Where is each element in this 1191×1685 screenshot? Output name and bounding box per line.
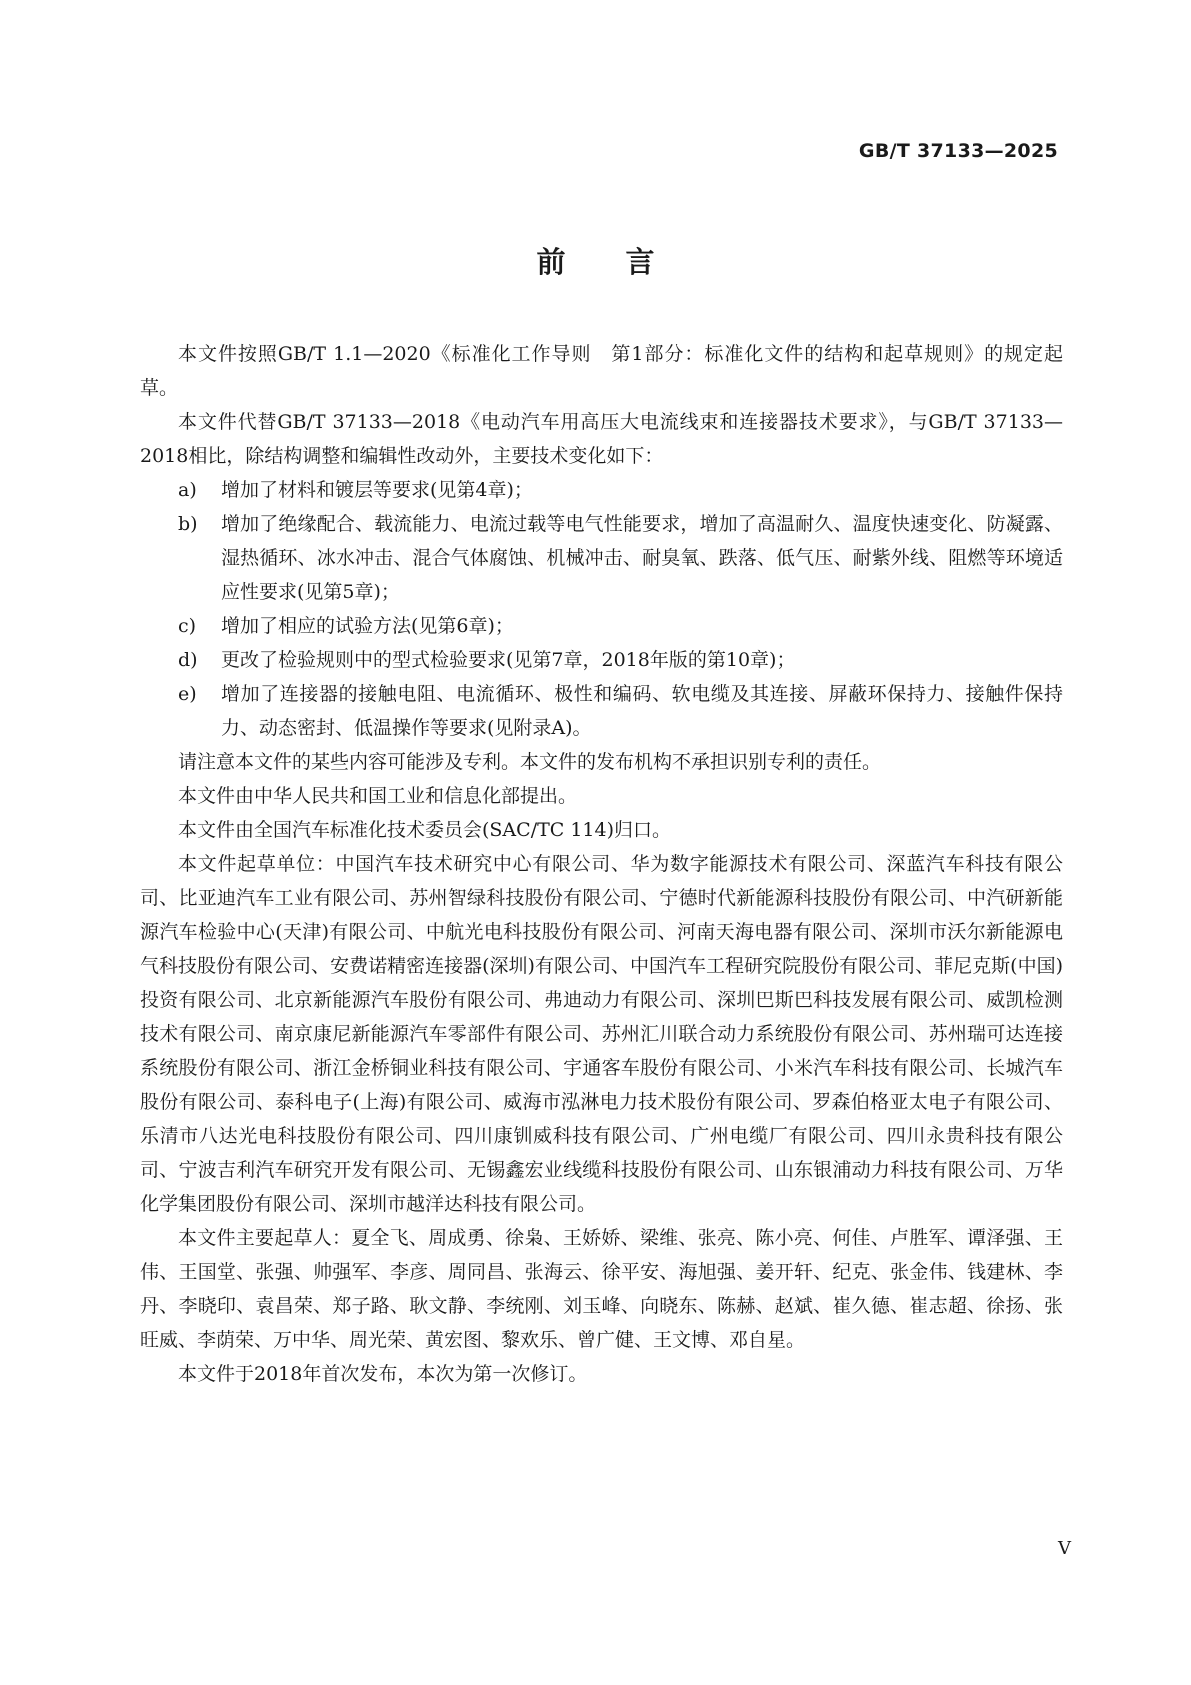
changes-list xyxy=(140,473,1063,745)
list-item-text: 增加了材料和镀层等要求(见第4章)； xyxy=(221,479,533,501)
list-item-label: b) xyxy=(178,513,198,535)
list-item-text: 增加了相应的试验方法(见第6章)； xyxy=(221,615,514,637)
list-item-label: e) xyxy=(178,683,197,705)
document-code: GB/T 37133—2025 xyxy=(858,140,1058,162)
list-item xyxy=(178,473,1063,507)
paragraph-replacement: 本文件代替GB/T 37133—2018《电动汽车用高压大电流线束和连接器技术要求》，与GB/T 37133—2018相比，除结构调整和编辑性改动外，主要技术变化如下： xyxy=(140,411,1063,467)
list-item-text: 更改了检验规则中的型式检验要求(见第7章，2018年版的第10章)； xyxy=(221,649,796,671)
paragraph-drafting-rules: 本文件按照GB/T 1.1—2020《标准化工作导则 第1部分：标准化文件的结构和起草规则》的规定起草。 xyxy=(140,343,1063,399)
list-item-text: 增加了连接器的接触电阻、电流循环、极性和编码、软电缆及其连接、屏蔽环保持力、接触件保持力、动态密封、低温操作等要求(见附录A)。 xyxy=(221,683,1063,739)
list-item-label: a) xyxy=(178,479,197,501)
list-item xyxy=(178,677,1063,745)
paragraph-history: 本文件于2018年首次发布，本次为第一次修订。 xyxy=(178,1363,588,1385)
page-number: V xyxy=(1058,1538,1071,1559)
list-item xyxy=(178,507,1063,609)
paragraph-drafting-units: 本文件起草单位：中国汽车技术研究中心有限公司、华为数字能源技术有限公司、深蓝汽车科技有限公司、比亚迪汽车工业有限公司、苏州智绿科技股份有限公司、宁德时代新能源科技股份有限公司、中汽研新能源汽车检验中心(天津)有限公司、中航光电科技股份有限公司、河南天海电器有限公司、深圳市沃尔新能源电气科技股份有限公司、安费诺精密连接器(深圳)有限公司、中国汽车工程研究院股份有限公司、菲尼克斯(中国)投资有限公司、北京新能源汽车股份有限公司、弗迪动力有限公司、深圳巴斯巴科技发展有限公司、威凯检测技术有限公司、南京康尼新能源汽车零部件有限公司、苏州汇川联合动力系统股份有限公司、苏州瑞可达连接系统股份有限公司、浙江金桥铜业科技有限公司、宇通客车股份有限公司、小米汽车科技有限公司、长城汽车股份有限公司、泰科电子(上海)有限公司、威海市泓淋电力技术股份有限公司、罗森伯格亚太电子有限公司、乐清市八达光电科技股份有限公司、四川康钏威科技有限公司、广州电缆厂有限公司、四川永贵科技有限公司、宁波吉利汽车研究开发有限公司、无锡鑫宏业线缆科技股份有限公司、山东银浦动力科技有限公司、万华化学集团股份有限公司、深圳市越洋达科技有限公司。 xyxy=(140,853,1063,1215)
paragraph-committee: 本文件由全国汽车标准化技术委员会(SAC/TC 114)归口。 xyxy=(178,819,672,841)
list-item-label: d) xyxy=(178,649,198,671)
paragraph-patent-notice: 请注意本文件的某些内容可能涉及专利。本文件的发布机构不承担识别专利的责任。 xyxy=(178,751,882,773)
paragraph-drafters: 本文件主要起草人：夏全飞、周成勇、徐枭、王娇娇、梁维、张亮、陈小亮、何佳、卢胜军、谭泽强、王伟、王国堂、张强、帅强军、李彦、周同昌、张海云、徐平安、海旭强、姜开轩、纪克、张金伟、钱建林、李丹、李晓印、袁昌荣、郑子路、耿文静、李统刚、刘玉峰、向晓东、陈赫、赵斌、崔久德、崔志超、徐扬、张旺威、李荫荣、万中华、周光荣、黄宏图、黎欢乐、曾广健、王文博、邓自星。 xyxy=(140,1227,1063,1351)
page-title: 前言 xyxy=(536,245,715,279)
paragraph-proposer: 本文件由中华人民共和国工业和信息化部提出。 xyxy=(178,785,578,807)
list-item-text: 增加了绝缘配合、载流能力、电流过载等电气性能要求，增加了高温耐久、温度快速变化、防凝露、湿热循环、冰水冲击、混合气体腐蚀、机械冲击、耐臭氧、跌落、低气压、耐紫外线、阻燃等环境适应性要求(见第5章)； xyxy=(221,513,1063,603)
foreword-body xyxy=(140,337,1063,1391)
list-item xyxy=(178,643,1063,677)
list-item xyxy=(178,609,1063,643)
list-item-label: c) xyxy=(178,615,197,637)
